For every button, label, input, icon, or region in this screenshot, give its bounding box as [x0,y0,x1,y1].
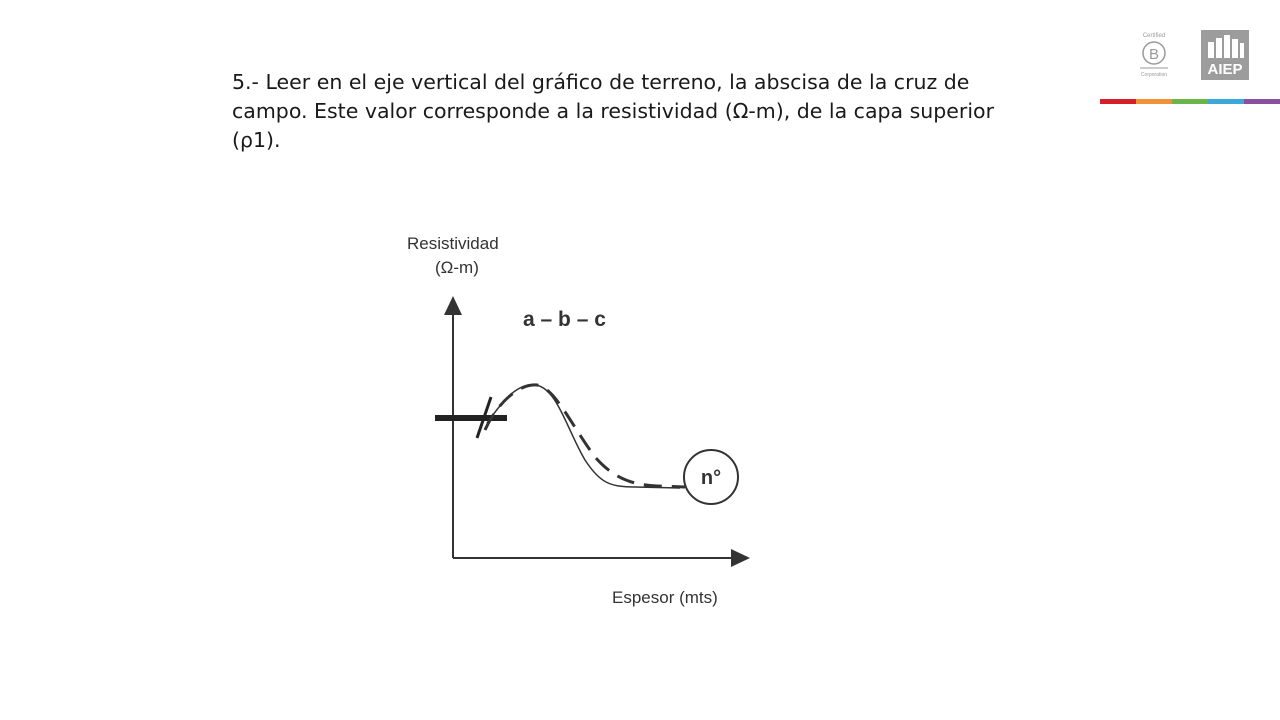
stripe-segment [1100,99,1136,104]
field-curve-solid [487,385,680,488]
resistivity-diagram [395,225,795,625]
field-curve-dashed [485,385,685,487]
bcorp-letter: B [1148,46,1160,63]
y-axis-label-line1: Resistividad [407,234,499,253]
x-axis-label: Espesor (mts) [612,588,718,607]
instruction-paragraph: 5.- Leer en el eje vertical del gráfico de terreno, la abscisa de la cruz de campo. Este valor corresponde a la resistividad (Ω-m), de la capa superior (ρ1). [232,70,995,152]
y-axis-arrow [444,296,462,315]
stripe-segment [1172,99,1208,104]
x-axis-arrow [731,549,750,567]
bcorp-logo [1134,30,1174,80]
stripe-segment [1208,99,1244,104]
bcorp-top-text: Certified [1142,33,1166,39]
y-axis-label-line2: (Ω-m) [435,258,479,277]
brand-color-stripe [1100,99,1280,104]
stripe-segment [1244,99,1280,104]
bcorp-bottom-text: Corporation [1140,72,1168,78]
aiep-label: AIEP [1207,61,1243,78]
circle-label: n° [700,467,722,489]
aiep-logo [1201,30,1249,80]
stripe-segment [1136,99,1172,104]
curve-label: a – b – c [523,308,606,331]
